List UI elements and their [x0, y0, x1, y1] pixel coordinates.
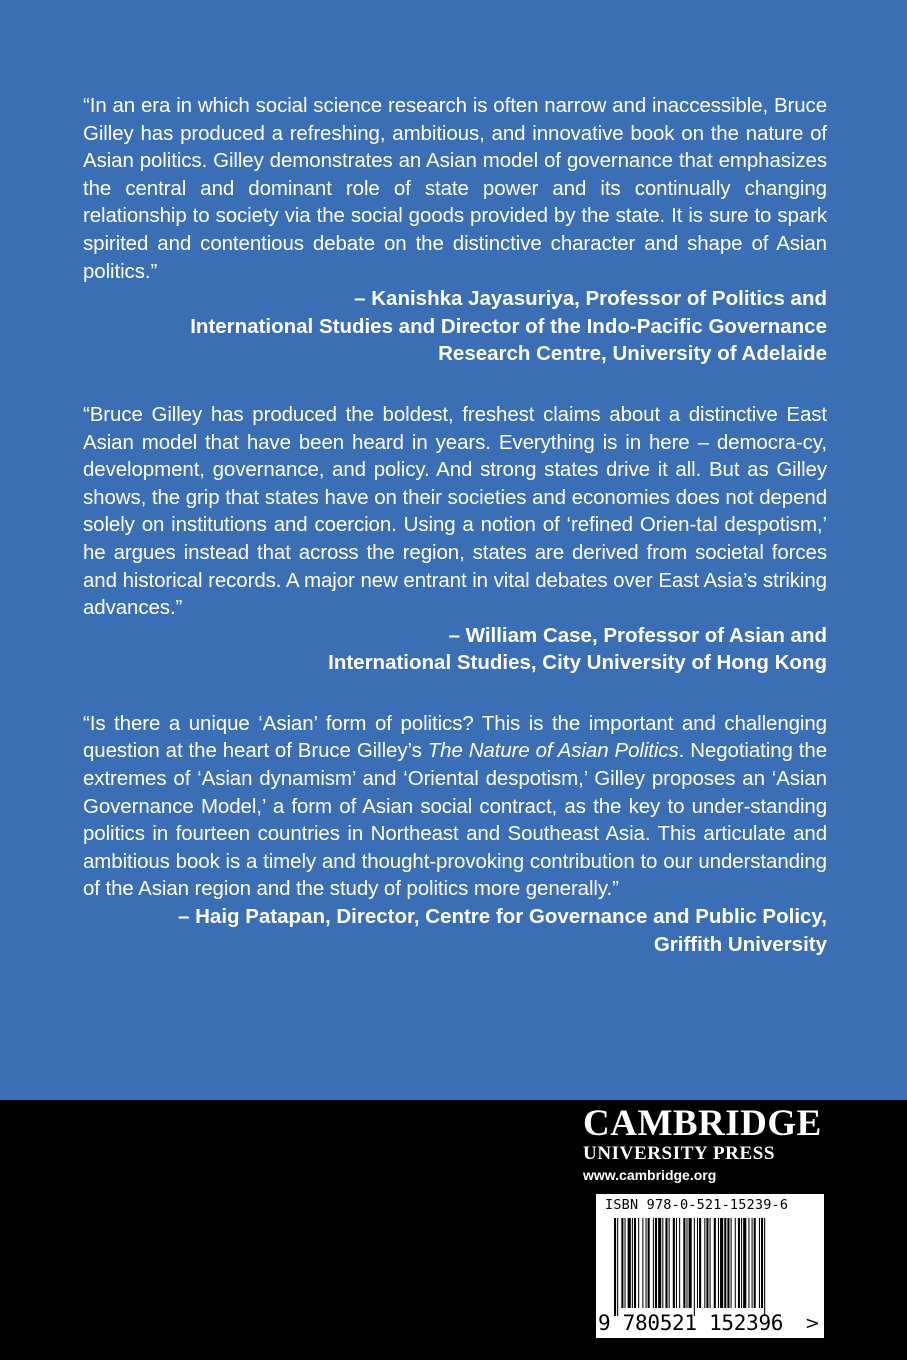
endorsement-quote-1: “In an era in which social science research is often narrow and inaccessible, Bruce Gilley has produced a refreshing, ambitious, and innovative book on the nature of Asian politics. Gilley demonstrates an Asian model of governance that emphasizes the central and dominant role of state power and its continually changing relationship to society via the social goods provided by the state. It is sure to spark spirited and contentious debate on the distinctive character and shape of Asian politics.”: [83, 94, 827, 283]
barcode-bar: [764, 1218, 765, 1316]
barcode-bar: [748, 1218, 749, 1308]
barcode-bar: [628, 1218, 631, 1308]
endorsement-attribution-2-line-1: – William Case, Professor of Asian and: [448, 623, 827, 647]
publisher-logo: [583, 1104, 823, 1184]
barcode-bar: [686, 1218, 687, 1308]
barcode-bar: [710, 1218, 711, 1308]
barcode-bar: [706, 1218, 708, 1308]
publisher-name: CAMBRIDGE: [583, 1103, 822, 1144]
barcode-bar: [655, 1218, 657, 1308]
barcode-bar: [741, 1218, 742, 1308]
barcode-bar: [648, 1218, 650, 1308]
barcode-bar: [759, 1218, 760, 1308]
barcode-bar: [642, 1218, 643, 1308]
book-title-italic: The Nature of Asian Politics: [427, 739, 679, 763]
barcode-bar: [634, 1218, 636, 1308]
barcode-bar: [614, 1218, 616, 1316]
barcode-bar: [718, 1218, 719, 1308]
barcode-bar: [625, 1218, 626, 1308]
barcode-bar: [653, 1218, 654, 1308]
barcode-bar: [761, 1218, 763, 1308]
barcode-bar: [754, 1218, 756, 1308]
endorsement-quote-3: [83, 710, 827, 903]
barcode: [596, 1194, 824, 1338]
endorsement-quote-3-part-2: . Negotiating the extremes of ‘Asian dynamism’ and ‘Oriental despotism,’ Gilley proposes an ‘Asian Governance Model,’ a form of Asian social contract, as the key to under-standing politics in fourteen countries in Northeast and Southeast Asia. This articulate and ambitious book is a timely and thought-provoking contribution to our understanding of the Asian region and the study of politics more generally.”: [83, 739, 827, 901]
endorsement-attribution-1-line-1: – Kanishka Jayasuriya, Professor of Politics and: [354, 287, 827, 311]
barcode-bar: [694, 1218, 695, 1316]
barcode-bar: [638, 1218, 639, 1308]
barcode-bar: [689, 1218, 692, 1308]
barcode-bar: [752, 1218, 753, 1308]
barcode-bar: [617, 1218, 618, 1316]
barcode-bar: [727, 1218, 729, 1308]
barcode-bar: [743, 1218, 746, 1308]
barcode-bars: [596, 1218, 824, 1318]
barcode-bar: [731, 1218, 732, 1308]
barcode-bar: [646, 1218, 647, 1308]
barcode-bar: [676, 1218, 677, 1308]
barcode-bar: [679, 1218, 680, 1308]
barcode-bar: [665, 1218, 667, 1308]
barcode-bar: [735, 1218, 736, 1308]
endorsements: [83, 92, 827, 958]
isbn-text: ISBN 978-0-521-15239-6: [605, 1197, 789, 1213]
barcode-bar: [683, 1218, 685, 1308]
barcode-bar: [699, 1218, 701, 1308]
barcode-bar: [697, 1218, 698, 1308]
barcode-bar: [724, 1218, 726, 1308]
endorsement-quote-2: “Bruce Gilley has produced the boldest, freshest claims about a distinctive East Asian model that have been heard in years. Everything is in here – democra-cy, development, governance, and policy. And strong states drive it all. But as Gilley shows, the grip that states have on their societies and economies does not depend solely on institutions and coercion. Using a notion of ‘refined Orien-tal despotism,’ he argues instead that across the region, states are derived from societal forces and historical records. A major new entrant in vital debates over East Asia’s striking advances.”: [83, 402, 827, 620]
barcode-bar: [662, 1218, 663, 1308]
barcode-bar: [632, 1218, 633, 1308]
endorsement-attribution-1-line-3: Research Centre, University of Adelaide: [438, 342, 827, 366]
barcode-bar: [673, 1218, 675, 1308]
endorsement-attribution-3-line-1: – Haig Patapan, Director, Centre for Governance and Public Policy,: [178, 905, 827, 929]
endorsement-attribution-1-line-2: International Studies and Director of the Indo-Pacific Governance: [190, 314, 827, 338]
barcode-arrow: >: [804, 1313, 820, 1334]
publisher-subname: UNIVERSITY PRESS: [583, 1143, 776, 1164]
barcode-bar: [669, 1218, 670, 1308]
barcode-bar: [704, 1218, 705, 1308]
endorsement-attribution-3-line-2: Griffith University: [653, 932, 827, 956]
barcode-bar: [714, 1218, 716, 1308]
barcode-bar: [658, 1218, 661, 1308]
barcode-bar: [720, 1218, 723, 1308]
barcode-bar: [738, 1218, 740, 1308]
endorsement-quote-3-part-1: “Is there a unique ‘Asian’ form of politics? This is the important and challenging question at the heart of Bruce Gilley’s: [83, 711, 827, 763]
barcode-bar: [621, 1218, 623, 1308]
ean-digits: 9 780521 152396: [598, 1311, 784, 1335]
endorsement-attribution-2-line-2: International Studies, City University of Hong Kong: [328, 651, 827, 675]
publisher-url: www.cambridge.org: [583, 1167, 717, 1183]
